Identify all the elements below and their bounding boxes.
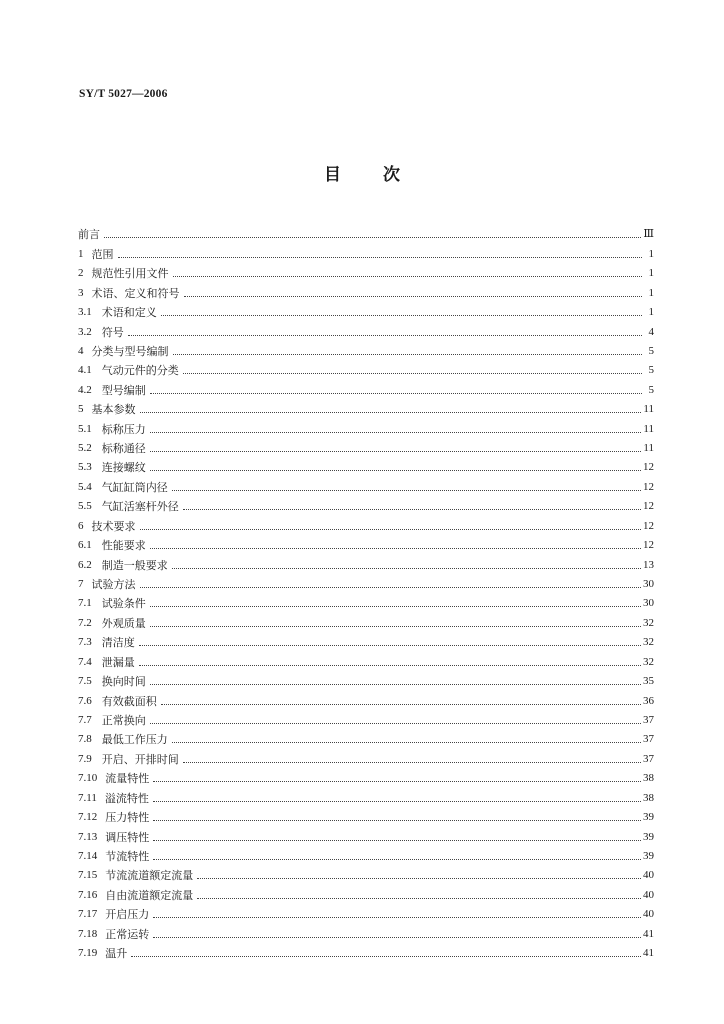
toc-entry-title: 术语和定义 — [101, 306, 157, 320]
toc-entry-number: 7.12 — [78, 811, 98, 824]
toc-entry-page: 35 — [643, 675, 654, 688]
toc-entry-title: 正常换向 — [101, 713, 146, 727]
toc-entry — [78, 572, 654, 591]
toc-leader-dots — [173, 275, 643, 277]
toc-entry-number: 5.4 — [78, 480, 92, 493]
toc-entry-number: 7.10 — [78, 772, 98, 785]
toc-entry-title: 清洁度 — [101, 636, 135, 650]
toc-entry-title: 温升 — [105, 947, 128, 961]
standard-number: SY/T 5027—2006 — [79, 88, 168, 100]
toc-entry-number: 7.19 — [78, 947, 98, 960]
toc-entry — [78, 688, 654, 707]
toc-leader-dots — [118, 256, 643, 258]
toc-entry-number: 7.9 — [78, 752, 92, 765]
toc-entry-title: 范围 — [91, 247, 114, 261]
toc-leader-dots — [104, 236, 641, 238]
toc-entry-title: 节流特性 — [105, 849, 150, 863]
toc-entry-page: 36 — [643, 694, 654, 707]
toc-leader-dots — [183, 761, 641, 763]
toc-leader-dots — [140, 528, 642, 530]
toc-entry-title: 制造一般要求 — [101, 558, 168, 572]
toc-entry-title: 溢流特性 — [104, 791, 149, 805]
toc-leader-dots — [139, 664, 641, 666]
toc-entry — [78, 222, 654, 241]
toc-entry-title: 气缸缸筒内径 — [101, 480, 168, 494]
toc-entry — [78, 319, 654, 338]
toc-entry-number: 2 — [78, 267, 84, 280]
toc-entry-number: 6 — [78, 519, 84, 532]
toc-leader-dots — [150, 450, 642, 452]
toc-entry-title: 气动元件的分类 — [101, 364, 179, 378]
toc-leader-dots — [153, 858, 641, 860]
toc-leader-dots — [150, 605, 641, 607]
toc-entry-number: 6.2 — [78, 558, 92, 571]
toc-entry-page: 12 — [643, 480, 654, 493]
toc-entry — [78, 241, 654, 260]
toc-entry-number: 5.2 — [78, 442, 92, 455]
toc-entry-title: 换向时间 — [101, 675, 146, 689]
toc-entry-page: 30 — [643, 597, 654, 610]
toc-entry-title: 基本参数 — [91, 403, 136, 417]
toc-entry-page: 40 — [643, 869, 654, 882]
toc-entry-number: 7.7 — [78, 713, 92, 726]
toc-entry-title: 自由流道额定流量 — [105, 888, 194, 902]
toc-leader-dots — [153, 916, 641, 918]
toc-leader-dots — [183, 508, 641, 510]
toc-entry-page: 12 — [643, 539, 654, 552]
toc-entry-number: 7.13 — [78, 830, 98, 843]
toc-leader-dots — [153, 839, 641, 841]
toc-entry-page: 37 — [643, 752, 654, 765]
toc-leader-dots — [131, 955, 641, 957]
toc-entry-number: 4 — [78, 344, 84, 357]
toc-entry-page: 1 — [648, 286, 654, 299]
toc-entry-title: 标称通径 — [101, 442, 146, 456]
toc-entry-title: 有效截面积 — [101, 694, 157, 708]
toc-leader-dots — [150, 469, 641, 471]
toc-entry-title: 压力特性 — [105, 811, 150, 825]
toc-title-part1: 目 — [324, 165, 341, 185]
toc-entry-number: 3 — [78, 286, 84, 299]
toc-entry-number: 7.16 — [78, 888, 98, 901]
toc-entry — [78, 261, 654, 280]
toc-entry-title: 术语、定义和符号 — [91, 286, 180, 300]
toc-entry-title: 型号编制 — [101, 383, 146, 397]
toc-entry-number: 7.17 — [78, 908, 98, 921]
toc-leader-dots — [153, 819, 641, 821]
toc-entry-title: 分类与型号编制 — [91, 344, 169, 358]
toc-entry-title: 开启压力 — [105, 908, 150, 922]
toc-leader-dots — [183, 372, 642, 374]
toc-entry — [78, 746, 654, 765]
toc-entry-number: 7.3 — [78, 636, 92, 649]
toc-leader-dots — [153, 936, 641, 938]
toc-entry — [78, 805, 654, 824]
toc-leader-dots — [173, 353, 643, 355]
toc-leader-dots — [197, 877, 641, 879]
toc-entry-number: 7.18 — [78, 927, 98, 940]
toc-leader-dots — [140, 586, 642, 588]
toc-entry-page: 32 — [643, 636, 654, 649]
toc-leader-dots — [139, 644, 641, 646]
toc-entry-page: 12 — [643, 461, 654, 474]
toc-entry — [78, 921, 654, 940]
toc-entry-title: 技术要求 — [91, 519, 136, 533]
toc-entry-title: 标称压力 — [101, 422, 146, 436]
toc-leader-dots — [150, 722, 641, 724]
toc-entry-title: 流量特性 — [105, 772, 150, 786]
toc-entry-page: 41 — [643, 947, 654, 960]
toc-entry — [78, 474, 654, 493]
toc-leader-dots — [153, 800, 641, 802]
toc-entry-page: 4 — [648, 325, 654, 338]
toc-entry-page: 41 — [643, 927, 654, 940]
toc-entry-page: 13 — [643, 558, 654, 571]
toc-entry-page: 39 — [643, 849, 654, 862]
toc-entry-number: 7.5 — [78, 675, 92, 688]
toc-entry-page: Ⅲ — [643, 228, 654, 241]
toc-entry-number: 7.8 — [78, 733, 92, 746]
toc-leader-dots — [150, 431, 642, 433]
toc-entry — [78, 941, 654, 960]
toc-leader-dots — [150, 547, 641, 549]
toc-entry — [78, 300, 654, 319]
toc-leader-dots — [150, 683, 641, 685]
toc-entry-page: 1 — [648, 247, 654, 260]
toc-entry — [78, 824, 654, 843]
toc-entry-page: 12 — [643, 519, 654, 532]
toc-entry-title: 最低工作压力 — [101, 733, 168, 747]
toc-entry-page: 38 — [643, 791, 654, 804]
toc-entry — [78, 455, 654, 474]
toc-entry — [78, 630, 654, 649]
toc-entry-number: 7.15 — [78, 869, 98, 882]
toc-entry-number: 7.14 — [78, 849, 98, 862]
toc-entry-title: 泄漏量 — [101, 655, 135, 669]
toc-entry-title: 试验条件 — [101, 597, 146, 611]
toc-entry-number: 5.3 — [78, 461, 92, 474]
toc-entry-page: 1 — [648, 306, 654, 319]
toc-entry-page: 30 — [643, 578, 654, 591]
toc-entry-number: 4.2 — [78, 383, 92, 396]
toc-entry-number: 6.1 — [78, 539, 92, 552]
toc-entry — [78, 785, 654, 804]
toc-entry-page: 37 — [643, 733, 654, 746]
toc-entry — [78, 494, 654, 513]
toc-entry-page: 40 — [643, 888, 654, 901]
toc-entry — [78, 882, 654, 901]
toc-leader-dots — [153, 780, 641, 782]
toc-entry-page: 12 — [643, 500, 654, 513]
toc-entry-number: 4.1 — [78, 364, 92, 377]
toc-leader-dots — [150, 625, 641, 627]
toc-leader-dots — [161, 314, 642, 316]
toc-title-part2: 次 — [383, 165, 400, 185]
toc-entry-page: 39 — [643, 811, 654, 824]
toc-entry-page: 5 — [648, 364, 654, 377]
toc-entry — [78, 436, 654, 455]
toc-leader-dots — [172, 567, 641, 569]
toc-entry-title: 规范性引用文件 — [91, 267, 169, 281]
toc-entry-number: 7.4 — [78, 655, 92, 668]
toc-entry — [78, 649, 654, 668]
toc-leader-dots — [172, 741, 641, 743]
toc-entry-page: 38 — [643, 772, 654, 785]
toc-entry — [78, 377, 654, 396]
toc-entry-title: 气缸活塞杆外径 — [101, 500, 179, 514]
toc-entry-number: 7.11 — [78, 791, 97, 804]
toc-leader-dots — [161, 703, 641, 705]
toc-entry-number: 1 — [78, 247, 84, 260]
toc-leader-dots — [184, 295, 643, 297]
toc-entry-number: 7.2 — [78, 616, 92, 629]
toc-entry-page: 11 — [643, 403, 654, 416]
toc-title — [0, 160, 724, 185]
toc-entry-page: 32 — [643, 616, 654, 629]
toc-entry-page: 5 — [648, 383, 654, 396]
toc-leader-dots — [150, 392, 642, 394]
toc-entry-title: 外观质量 — [101, 616, 146, 630]
toc-entry-page: 5 — [648, 344, 654, 357]
toc-entry — [78, 727, 654, 746]
toc-entry-page: 11 — [643, 442, 654, 455]
toc-entry — [78, 591, 654, 610]
toc-entry-page: 37 — [643, 713, 654, 726]
toc-entry — [78, 416, 654, 435]
toc-entry — [78, 766, 654, 785]
toc-leader-dots — [140, 411, 642, 413]
toc-entry-title: 正常运转 — [105, 927, 150, 941]
toc-entry — [78, 533, 654, 552]
toc-entry — [78, 552, 654, 571]
toc-entry-page: 11 — [643, 422, 654, 435]
toc-entry-page: 40 — [643, 908, 654, 921]
toc-entry-page: 32 — [643, 655, 654, 668]
toc-entry-number: 7 — [78, 578, 84, 591]
toc-entry — [78, 844, 654, 863]
toc-entry-page: 1 — [648, 267, 654, 280]
toc-entry-number: 3.2 — [78, 325, 92, 338]
toc-entry-title: 符号 — [101, 325, 124, 339]
toc-entry — [78, 610, 654, 629]
toc-entry-number: 5 — [78, 403, 84, 416]
toc-leader-dots — [172, 489, 641, 491]
toc-entry — [78, 280, 654, 299]
table-of-contents — [78, 222, 654, 960]
toc-entry — [78, 863, 654, 882]
toc-entry-title: 连接螺纹 — [101, 461, 146, 475]
toc-entry — [78, 708, 654, 727]
toc-entry — [78, 669, 654, 688]
toc-entry-title: 前言 — [78, 228, 100, 242]
toc-entry-number: 7.1 — [78, 597, 92, 610]
toc-entry-title: 性能要求 — [101, 539, 146, 553]
toc-entry-number: 3.1 — [78, 306, 92, 319]
toc-entry — [78, 513, 654, 532]
toc-entry — [78, 902, 654, 921]
toc-entry-title: 开启、开排时间 — [101, 752, 179, 766]
toc-entry — [78, 358, 654, 377]
toc-entry-title: 节流流道额定流量 — [105, 869, 194, 883]
toc-leader-dots — [128, 334, 642, 336]
toc-entry-number: 7.6 — [78, 694, 92, 707]
toc-entry-number: 5.5 — [78, 500, 92, 513]
toc-entry-title: 试验方法 — [91, 578, 136, 592]
toc-entry-page: 39 — [643, 830, 654, 843]
toc-entry — [78, 339, 654, 358]
toc-entry — [78, 397, 654, 416]
toc-entry-title: 调压特性 — [105, 830, 150, 844]
toc-leader-dots — [197, 897, 641, 899]
toc-entry-number: 5.1 — [78, 422, 92, 435]
